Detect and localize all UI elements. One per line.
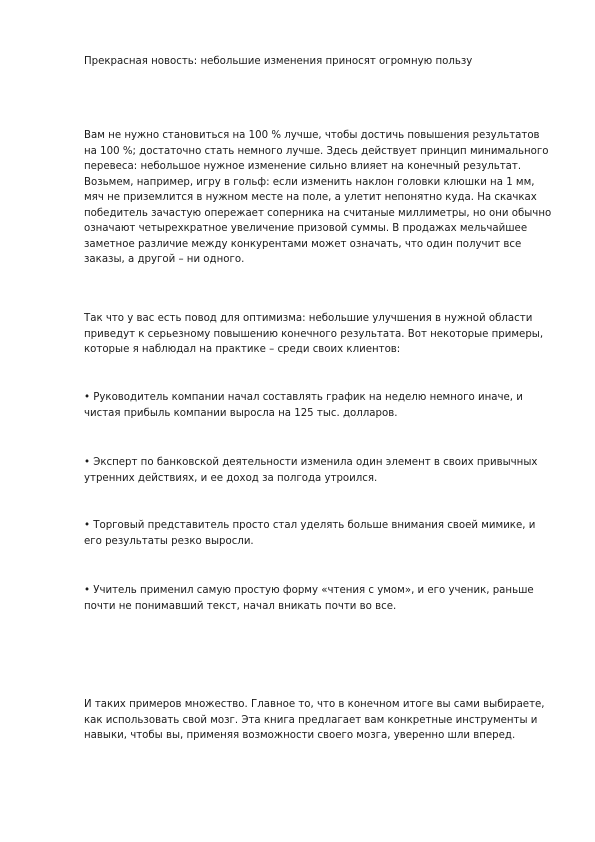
bullet-item: • Руководитель компании начал составлять график на неделю немного иначе, и чистая прибыль компании выросла на 125 тыс. долларов. (84, 392, 523, 419)
bullet-item: • Торговый представитель просто стал уделять больше внимания своей мимике, и его результаты резко выросли. (84, 520, 536, 547)
bullet-item: • Учитель применил самую простую форму «чтения с умом», и его ученик, раньше почти не понимавший текст, начал вникать почти во все. (84, 585, 534, 612)
paragraph-optimism: Так что у вас есть повод для оптимизма: небольшие улучшения в нужной области приведут к серьезному повышению конечного результата. Вот некоторые примеры, которые я наблюдал на практике – среди своих клиентов: (84, 313, 544, 355)
bullet-item: • Эксперт по банковской деятельности изменила один элемент в своих привычных утренних действиях, и ее доход за полгода утроился. (84, 457, 538, 484)
paragraph-conclusion: И таких примеров множество. Главное то, что в конечном итоге вы сами выбираете, как использовать свой мозг. Эта книга предлагает вам конкретные инструменты и навыки, чтобы вы, применяя возможности своего мозга, уверенно шли вперед. (84, 699, 545, 741)
document-title: Прекрасная новость: небольшие изменения приносят огромную пользу (84, 56, 473, 67)
paragraph-intro: Вам не нужно становиться на 100 % лучше, чтобы достичь повышения результатов на 100 %; достаточно стать немного лучше. Здесь действует принцип минимального перевеса: небольшое нужное изменение сильно влияет на конечный результат. Возьмем, например, игру в гольф: если изменить наклон головки клюшки на 1 мм, мяч не приземлится в нужном месте на поле, а улетит непонятно куда. На скачках победитель зачастую опережает соперника на считаные миллиметры, но они обычно означают четырехкратное увеличение призовой суммы. В продажах мельчайшее заметное различие между конкурентами может означать, что один получит все заказы, а другой – ни одного. (84, 130, 552, 265)
